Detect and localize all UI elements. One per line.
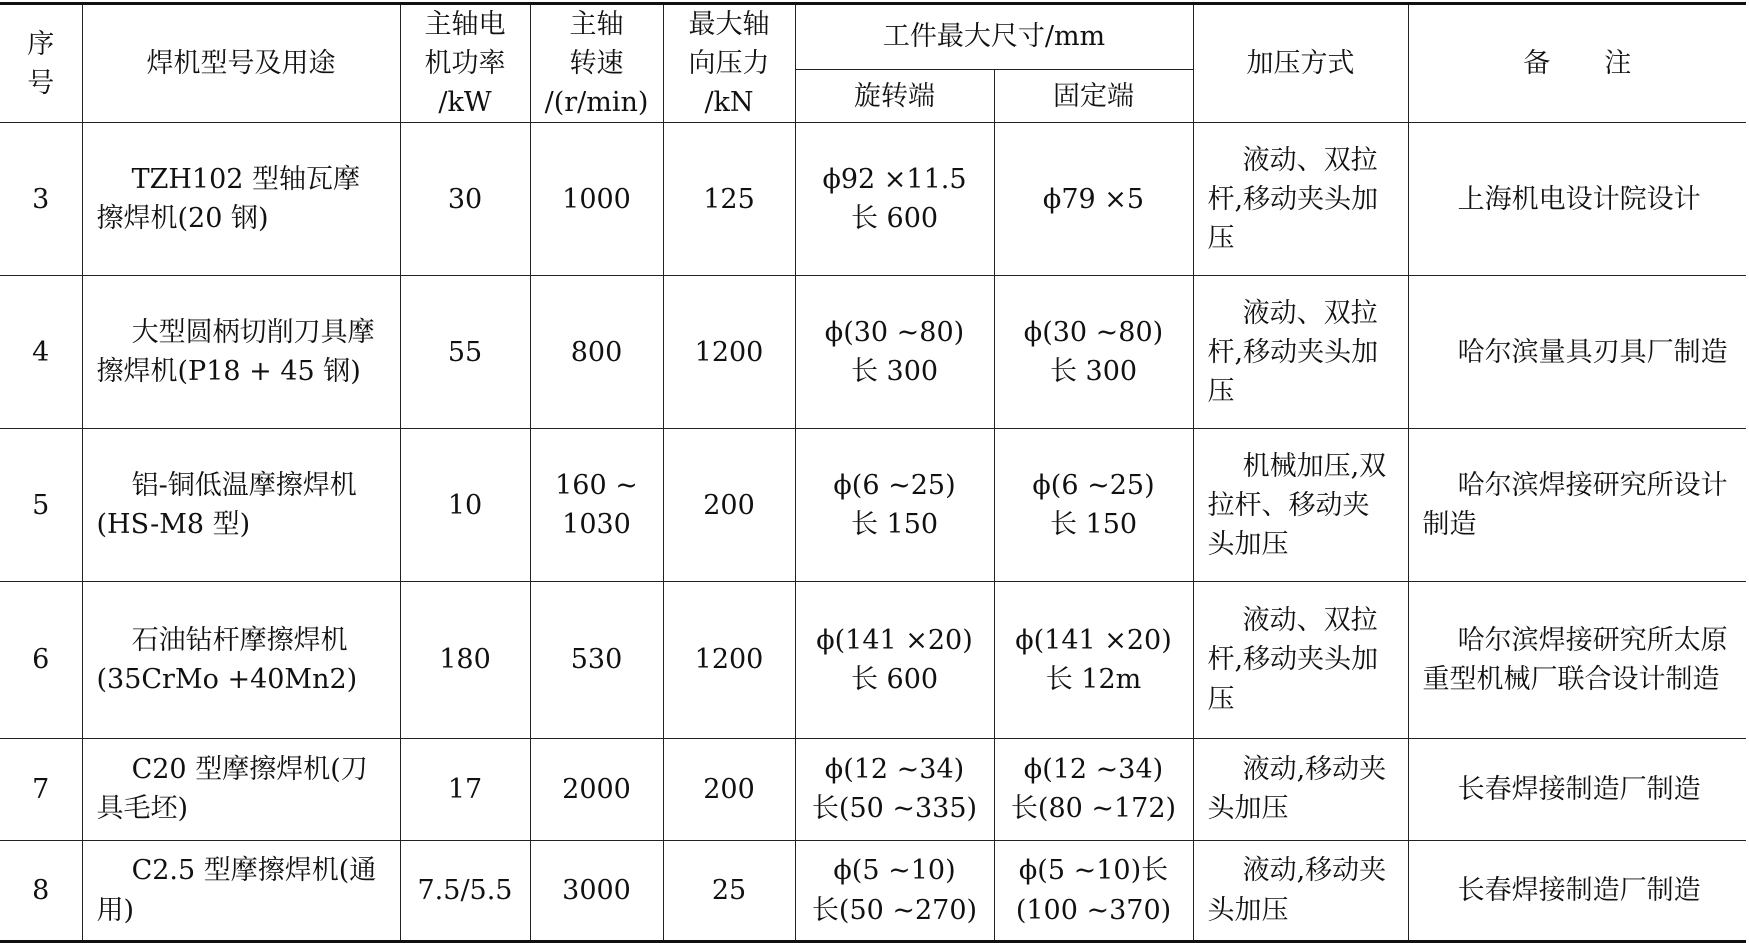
cell-pressure: 液动,移动夹头加压 [1193,840,1408,941]
cell-remark: 哈尔滨焊接研究所太原重型机械厂联合设计制造 [1408,582,1746,738]
cell-pressure: 液动、双拉杆,移动夹头加压 [1193,123,1408,276]
header-power-line-1: 主轴电 [424,9,506,40]
cell-model: TZH102 型轴瓦摩擦焊机(20 钢) [82,123,400,276]
header-fixed: 固定端 [994,70,1193,123]
cell-model: 大型圆柄切削刀具摩擦焊机(P18 + 45 钢) [82,276,400,429]
cell-remark: 长春焊接制造厂制造 [1408,840,1746,941]
cell-fixed-line-1: ϕ(141 ×20) [1015,624,1172,656]
header-speed-line-1: 主轴 [569,9,624,40]
cell-fixed [994,123,1193,276]
cell-rotating-line-1: ϕ(30 ~80) [824,317,965,349]
cell-power: 17 [400,738,530,840]
cell-pressure: 机械加压,双拉杆、移动夹头加压 [1193,429,1408,582]
cell-fixed-line-1: ϕ79 ×5 [1042,183,1145,215]
cell-fixed-line-1: ϕ(12 ~34) [1023,754,1164,786]
cell-fixed-line-2: 长(80 ~172) [1010,793,1177,825]
cell-rotating-line-1: ϕ(12 ~34) [824,754,965,786]
cell-speed: 1000 [530,123,663,276]
header-model: 焊机型号及用途 [82,4,400,123]
cell-force: 125 [663,123,795,276]
cell-fixed [994,738,1193,840]
cell-model: C2.5 型摩擦焊机(通用) [82,840,400,941]
header-speed-line-3: /(r/min) [544,87,649,119]
header-pressure: 加压方式 [1193,4,1408,123]
cell-fixed-line-1: ϕ(30 ~80) [1023,317,1164,349]
cell-speed: 800 [530,276,663,429]
cell-rotating [795,738,994,840]
cell-remark: 上海机电设计院设计 [1408,123,1746,276]
table-row [0,429,1746,582]
cell-speed: 2000 [530,738,663,840]
cell-remark: 哈尔滨焊接研究所设计制造 [1408,429,1746,582]
header-row-1 [0,4,1746,70]
cell-rotating-line-2: 长(50 ~270) [811,894,978,926]
cell-no: 5 [0,429,82,582]
cell-rotating [795,840,994,941]
cell-force: 200 [663,429,795,582]
cell-no: 3 [0,123,82,276]
table-row [0,123,1746,276]
table-row [0,582,1746,738]
table-row [0,276,1746,429]
cell-model: 石油钻杆摩擦焊机(35CrMo +40Mn2) [82,582,400,738]
header-speed [530,4,663,123]
cell-model: C20 型摩擦焊机(刀具毛坯) [82,738,400,840]
cell-no: 4 [0,276,82,429]
header-force-line-3: /kN [704,87,754,119]
cell-power: 10 [400,429,530,582]
cell-fixed-line-1: ϕ(6 ~25) [1032,470,1155,502]
cell-rotating-line-2: 长 150 [850,509,939,541]
cell-rotating [795,582,994,738]
cell-fixed [994,429,1193,582]
cell-force: 200 [663,738,795,840]
cell-remark: 哈尔滨量具刃具厂制造 [1408,276,1746,429]
header-size-group: 工件最大尺寸/mm [795,4,1193,70]
cell-rotating [795,123,994,276]
cell-force: 1200 [663,276,795,429]
cell-fixed [994,582,1193,738]
cell-rotating-line-2: 长 600 [850,664,939,696]
cell-remark: 长春焊接制造厂制造 [1408,738,1746,840]
cell-fixed-line-2: (100 ~370) [1015,894,1172,926]
cell-fixed-line-2: 长 150 [1049,509,1138,541]
header-no: 序号 [0,4,82,123]
cell-pressure: 液动、双拉杆,移动夹头加压 [1193,582,1408,738]
friction-welder-table [0,2,1746,943]
cell-rotating-line-2: 长 600 [850,203,939,235]
cell-pressure: 液动,移动夹头加压 [1193,738,1408,840]
cell-speed: 3000 [530,840,663,941]
header-power-line-2: 机功率 [424,48,506,80]
cell-force: 1200 [663,582,795,738]
cell-fixed-line-1: ϕ(5 ~10)长 [1018,855,1169,887]
cell-force: 25 [663,840,795,941]
cell-rotating-line-2: 长 300 [850,356,939,388]
cell-fixed-line-2: 长 300 [1049,356,1138,388]
cell-model: 铝-铜低温摩擦焊机(HS-M8 型) [82,429,400,582]
cell-fixed-line-2: 长 12m [1045,664,1142,696]
cell-no: 7 [0,738,82,840]
cell-rotating-line-1: ϕ(5 ~10) [833,855,956,887]
header-force [663,4,795,123]
table-row [0,840,1746,941]
header-rotating: 旋转端 [795,70,994,123]
cell-pressure: 液动、双拉杆,移动夹头加压 [1193,276,1408,429]
cell-rotating [795,276,994,429]
cell-power: 30 [400,123,530,276]
cell-fixed [994,276,1193,429]
cell-power: 55 [400,276,530,429]
header-remark: 备 注 [1408,4,1746,123]
cell-rotating [795,429,994,582]
cell-rotating-line-1: ϕ92 ×11.5 [822,164,967,196]
header-power [400,4,530,123]
cell-fixed [994,840,1193,941]
cell-power: 7.5/5.5 [400,840,530,941]
header-power-line-3: /kW [438,87,492,119]
cell-no: 8 [0,840,82,941]
cell-power: 180 [400,582,530,738]
table-row [0,738,1746,840]
header-speed-line-2: 转速 [569,48,624,80]
header-force-line-2: 向压力 [688,48,770,80]
cell-rotating-line-1: ϕ(6 ~25) [833,470,956,502]
cell-rotating-line-2: 长(50 ~335) [811,793,978,825]
cell-no: 6 [0,582,82,738]
cell-speed: 160 ~ 1030 [530,429,663,582]
cell-rotating-line-1: ϕ(141 ×20) [816,624,973,656]
header-force-line-1: 最大轴 [688,9,770,40]
cell-speed: 530 [530,582,663,738]
